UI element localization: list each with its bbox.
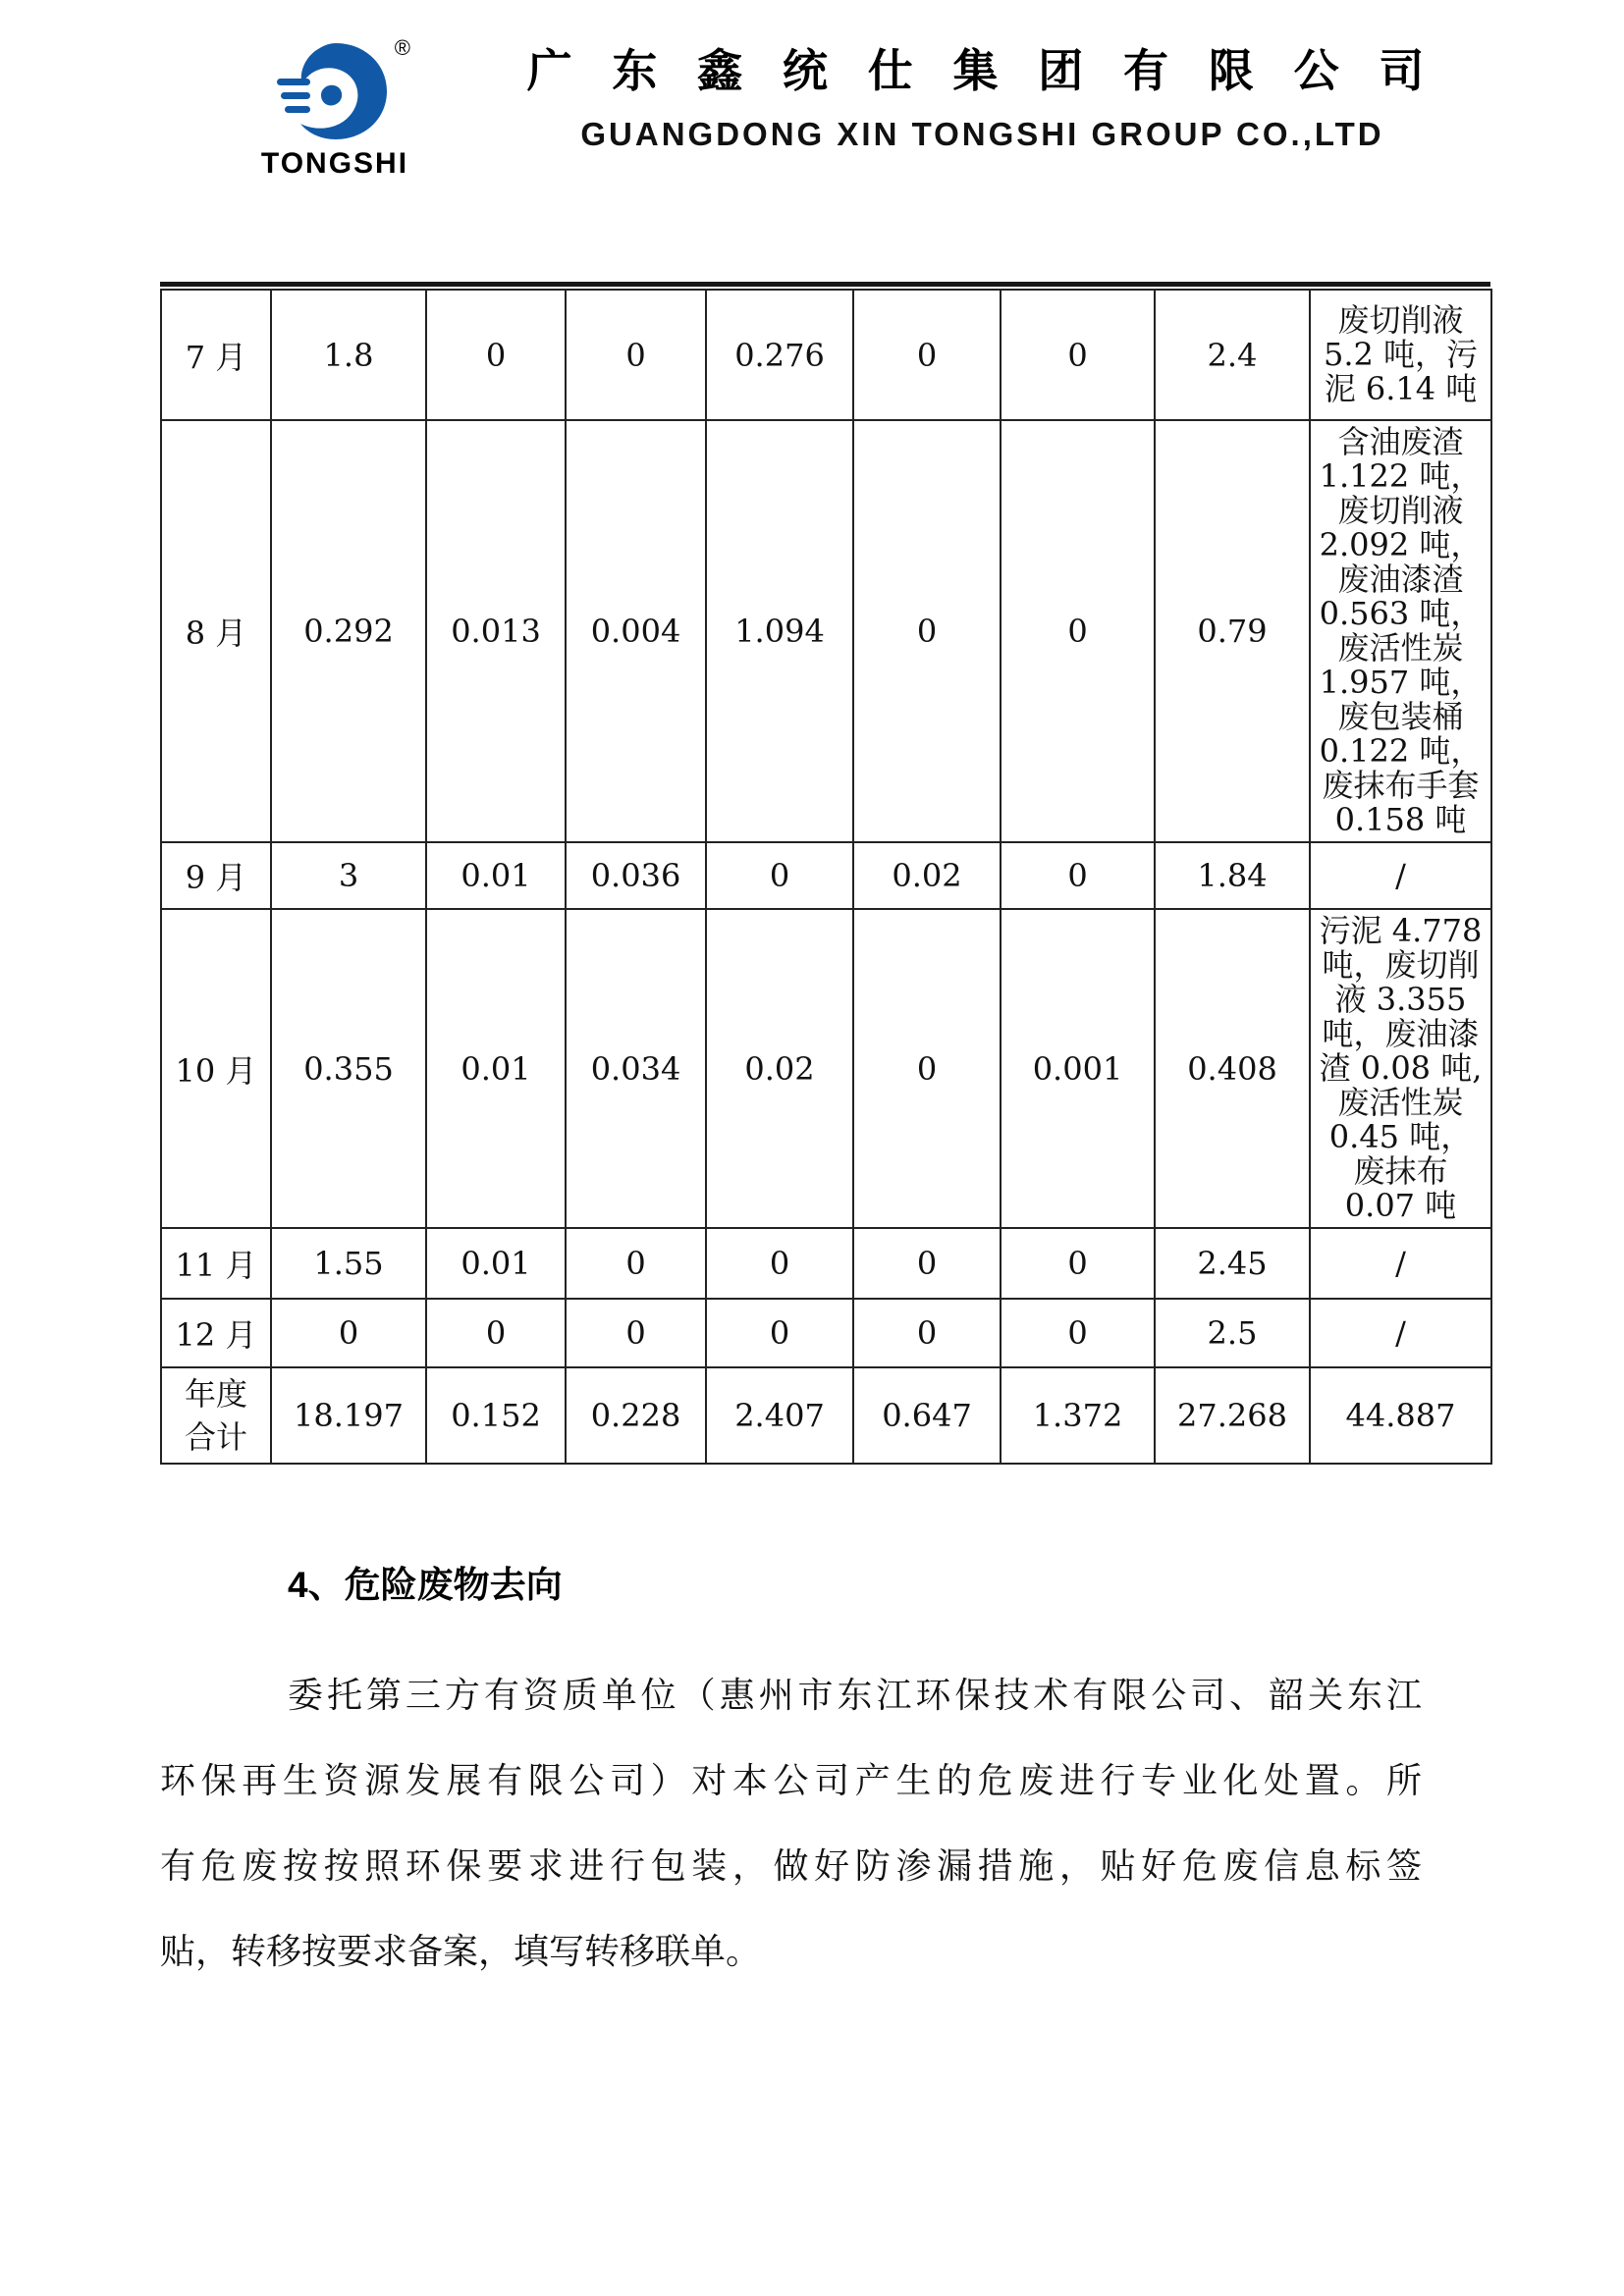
cell-value: 0.408 <box>1155 909 1310 1228</box>
table-row-october <box>161 909 1491 1228</box>
company-name-cn: 广 东 鑫 统 仕 集 团 有 限 公 司 <box>526 45 1438 96</box>
hazardous-waste-table <box>160 289 1492 1465</box>
cell-remark: / <box>1310 1299 1491 1367</box>
cell-value: 0.02 <box>853 842 1001 909</box>
cell-value: 0 <box>853 290 1001 420</box>
table-row-july <box>161 290 1491 420</box>
paragraph-line: 有危废按按照环保要求进行包装，做好防渗漏措施，贴好危废信息标签 <box>160 1846 1422 1887</box>
cell-value: 0.228 <box>566 1367 706 1464</box>
cell-remark: 含油废渣 1.122 吨，废切削液 2.092 吨，废油漆渣 0.563 吨，废活性炭 1.957 吨，废包装桶 0.122 吨，废抹布手套 0.158 吨 <box>1310 420 1491 842</box>
paragraph-line: 委托第三方有资质单位（惠州市东江环保技术有限公司、韶关东江 <box>288 1676 1422 1716</box>
cell-value: 0.034 <box>566 909 706 1228</box>
cell-month: 9 月 <box>161 842 271 909</box>
cell-value: 0.292 <box>271 420 426 842</box>
cell-value: 2.5 <box>1155 1299 1310 1367</box>
cell-value: 1.55 <box>271 1228 426 1299</box>
cell-value: 0 <box>426 290 566 420</box>
cell-value: 0 <box>853 1299 1001 1367</box>
cell-value: 2.4 <box>1155 290 1310 420</box>
table-row-august <box>161 420 1491 842</box>
cell-value: 0 <box>853 420 1001 842</box>
cell-value: 0 <box>706 1299 853 1367</box>
cell-remark: 废切削液 5.2 吨，污泥 6.14 吨 <box>1310 290 1491 420</box>
cell-value: 0.79 <box>1155 420 1310 842</box>
cell-value: 0.01 <box>426 1228 566 1299</box>
cell-value: 0 <box>566 290 706 420</box>
table-row-annual-total <box>161 1367 1491 1464</box>
cell-remark: / <box>1310 1228 1491 1299</box>
cell-remark: / <box>1310 842 1491 909</box>
cell-value: 0.001 <box>1001 909 1155 1228</box>
paragraph-line: 贴，转移按要求备案，填写转移联单。 <box>160 1932 762 1972</box>
cell-total-label <box>161 1367 271 1464</box>
table-row-november <box>161 1228 1491 1299</box>
cell-value: 1.372 <box>1001 1367 1155 1464</box>
cell-value: 0.152 <box>426 1367 566 1464</box>
cell-value: 2.407 <box>706 1367 853 1464</box>
cell-value: 0.004 <box>566 420 706 842</box>
cell-value: 0 <box>1001 290 1155 420</box>
section-heading: 4、危险废物去向 <box>288 1565 563 1605</box>
cell-month: 10 月 <box>161 909 271 1228</box>
company-name-en: GUANGDONG XIN TONGSHI GROUP CO.,LTD <box>580 116 1384 152</box>
cell-value: 0 <box>426 1299 566 1367</box>
cell-value: 0 <box>566 1299 706 1367</box>
cell-value: 2.45 <box>1155 1228 1310 1299</box>
cell-value: 0 <box>1001 842 1155 909</box>
cell-value: 0 <box>853 1228 1001 1299</box>
section-paragraph <box>160 1653 1422 1995</box>
cell-value: 0.036 <box>566 842 706 909</box>
cell-value: 27.268 <box>1155 1367 1310 1464</box>
company-logo <box>246 35 423 181</box>
letterhead-rule <box>160 282 1490 287</box>
letterhead-titles <box>474 35 1490 153</box>
cell-value: 0.355 <box>271 909 426 1228</box>
cell-value: 0.647 <box>853 1367 1001 1464</box>
cell-value: 0 <box>1001 1228 1155 1299</box>
table-row-december <box>161 1299 1491 1367</box>
paragraph-line: 环保再生资源发展有限公司）对本公司产生的危废进行专业化处置。所 <box>160 1761 1422 1801</box>
table-row-september <box>161 842 1491 909</box>
cell-value: 0.013 <box>426 420 566 842</box>
cell-month: 8 月 <box>161 420 271 842</box>
cell-value: 0.01 <box>426 909 566 1228</box>
cell-remark: 污泥 4.778 吨，废切削液 3.355 吨，废油漆渣 0.08 吨,废活性炭 0.45 吨，废抹布 0.07 吨 <box>1310 909 1491 1228</box>
letterhead <box>160 0 1490 287</box>
cell-value: 0 <box>853 909 1001 1228</box>
cell-value: 1.8 <box>271 290 426 420</box>
cell-value: 0.276 <box>706 290 853 420</box>
logo-brand-text: TONGSHI <box>260 147 409 180</box>
cell-value: 0 <box>706 842 853 909</box>
cell-month: 7 月 <box>161 290 271 420</box>
cell-value: 3 <box>271 842 426 909</box>
cell-value: 1.094 <box>706 420 853 842</box>
cell-value: 0 <box>706 1228 853 1299</box>
tongshi-swoosh-icon <box>275 35 410 141</box>
cell-value: 0.02 <box>706 909 853 1228</box>
cell-value: 0 <box>1001 1299 1155 1367</box>
cell-value: 18.197 <box>271 1367 426 1464</box>
registered-trademark: ® <box>394 35 410 60</box>
page-content <box>160 0 1490 1995</box>
cell-value: 0 <box>566 1228 706 1299</box>
cell-value: 0.01 <box>426 842 566 909</box>
cell-value: 0 <box>271 1299 426 1367</box>
cell-value: 1.84 <box>1155 842 1310 909</box>
cell-value: 0 <box>1001 420 1155 842</box>
cell-total-remark: 44.887 <box>1310 1367 1491 1464</box>
cell-month: 11 月 <box>161 1228 271 1299</box>
total-label-text: 年度合计 <box>184 1375 247 1456</box>
cell-month: 12 月 <box>161 1299 271 1367</box>
